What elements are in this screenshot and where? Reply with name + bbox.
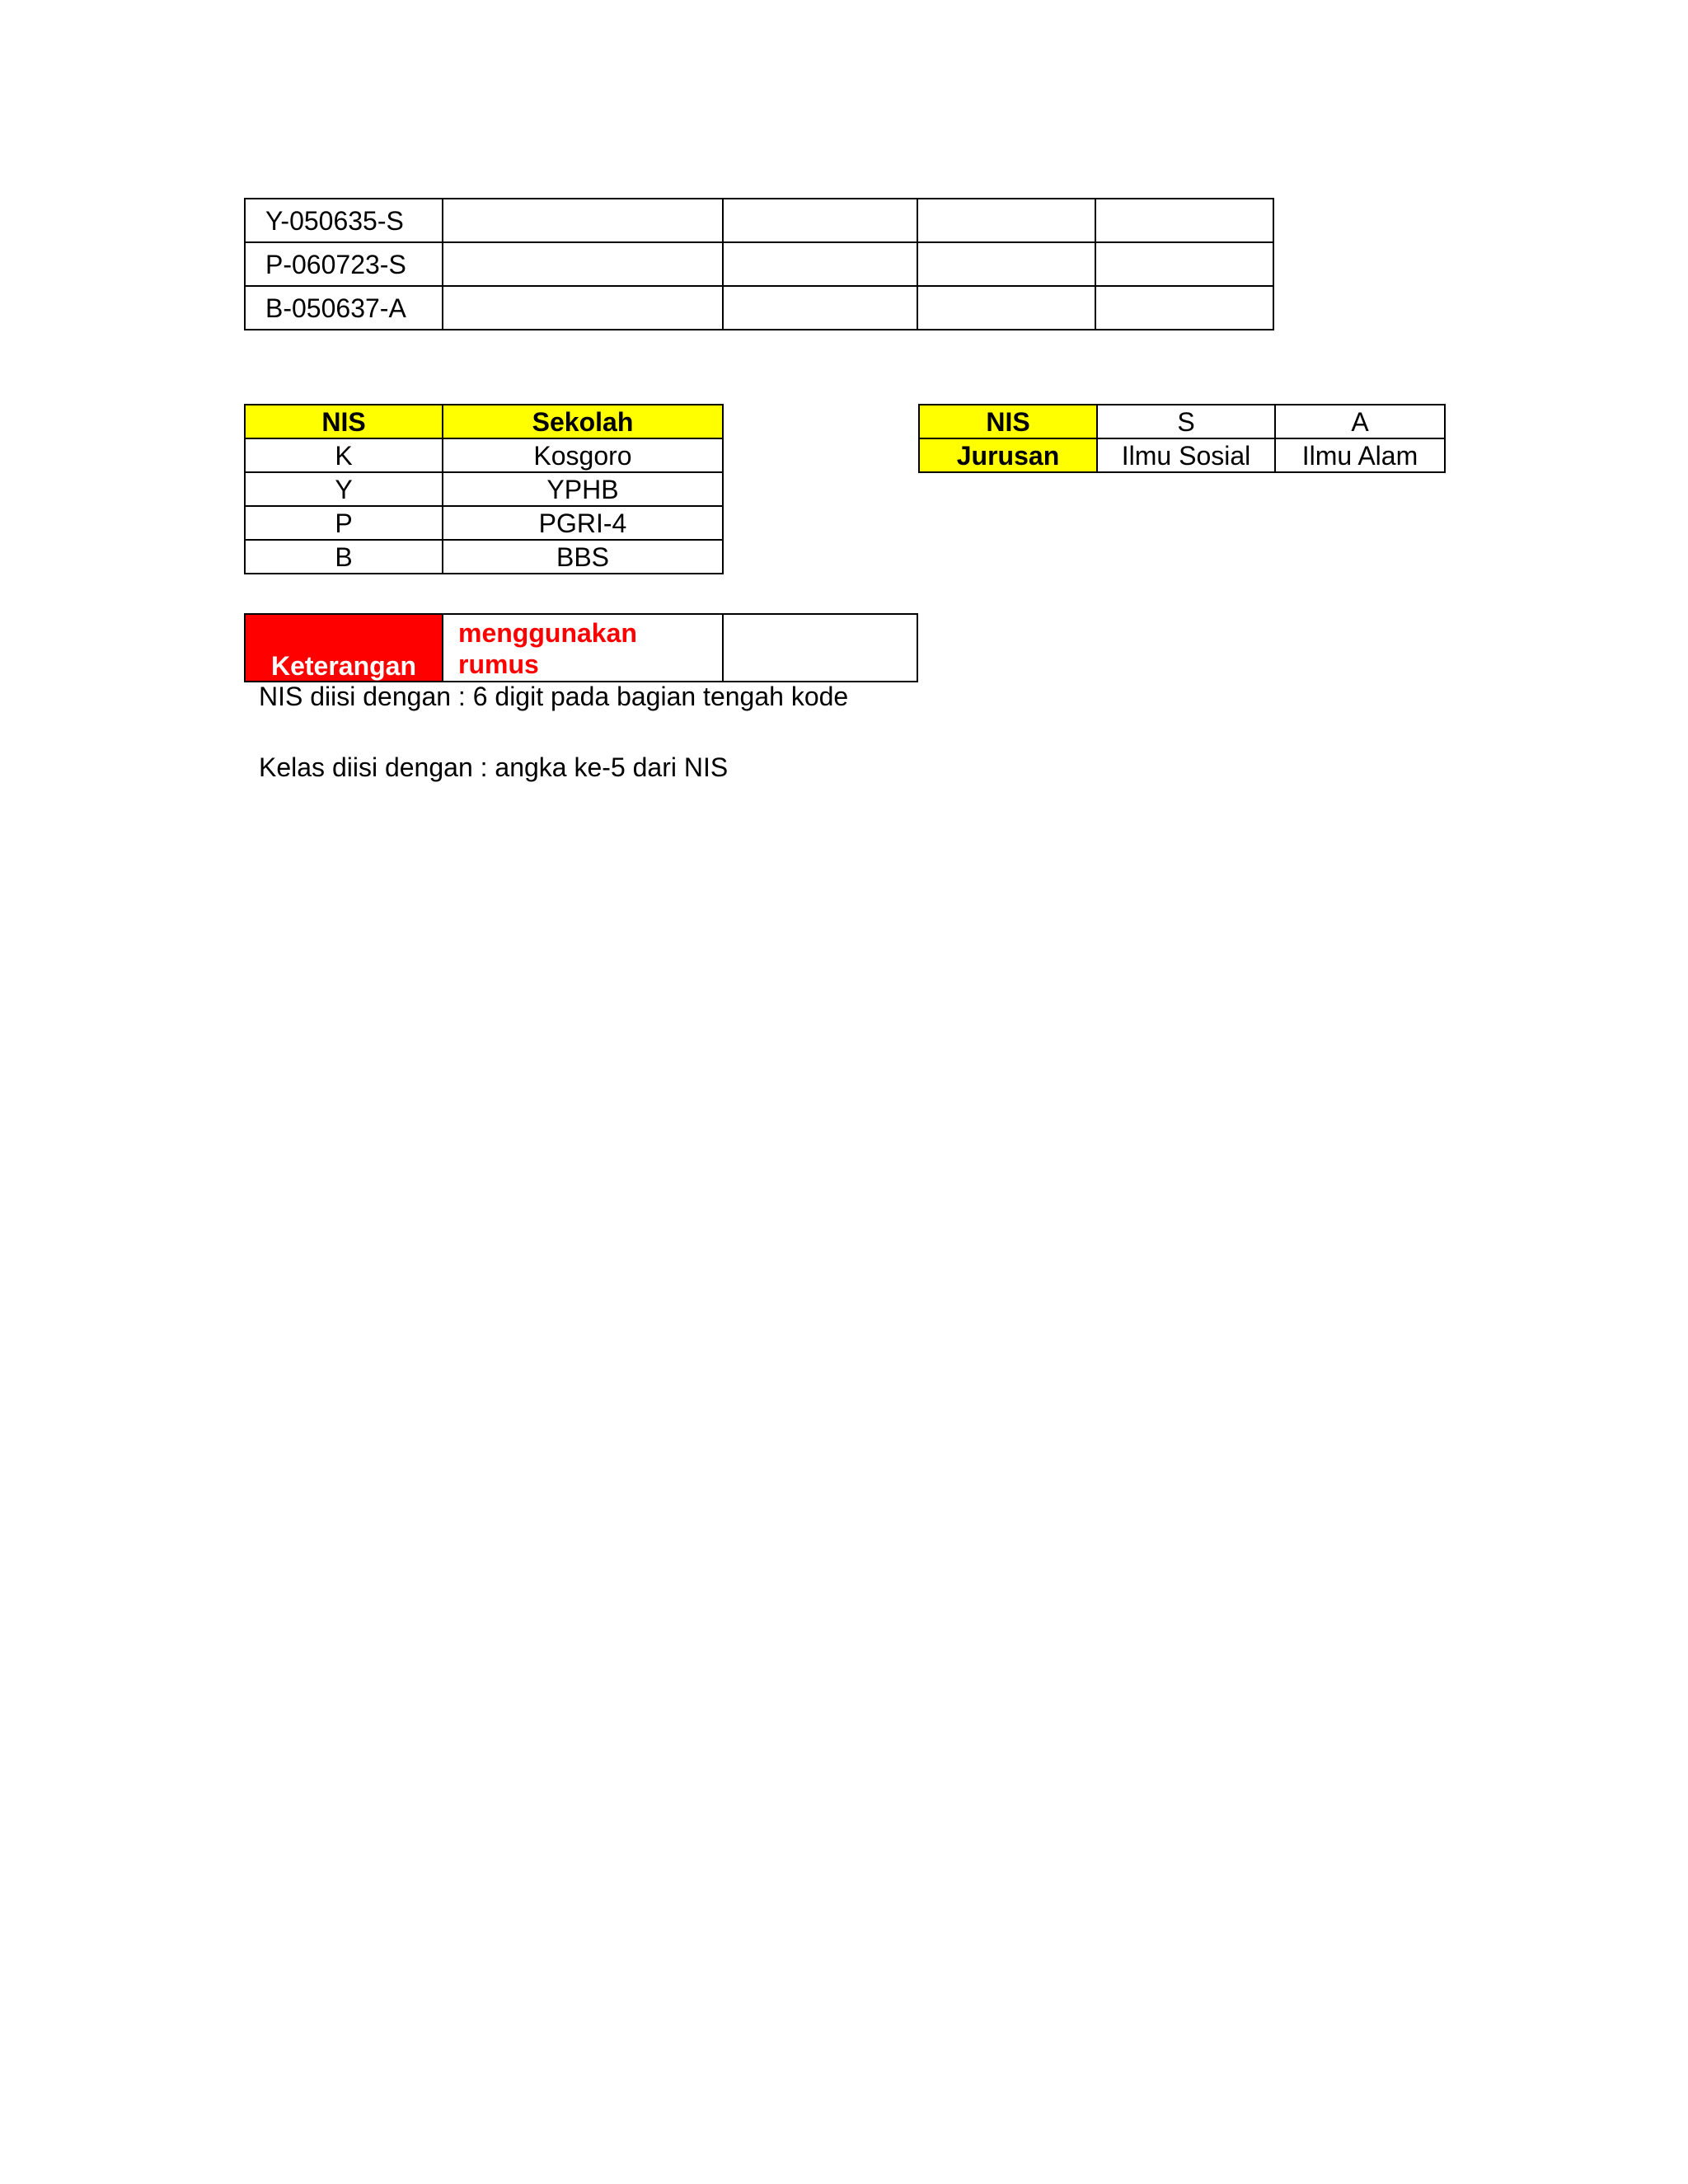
- empty-cell[interactable]: [917, 286, 1095, 330]
- empty-cell[interactable]: [917, 242, 1095, 286]
- sekolah-table: [244, 404, 724, 574]
- jurusan-table: [918, 404, 1446, 473]
- empty-cell[interactable]: [443, 199, 723, 242]
- table-row: [245, 438, 723, 472]
- empty-cell[interactable]: [443, 286, 723, 330]
- empty-cell[interactable]: [443, 242, 723, 286]
- kelas-note: Kelas diisi dengan : angka ke-5 dari NIS: [259, 752, 729, 782]
- empty-cell[interactable]: [723, 199, 917, 242]
- empty-cell[interactable]: [723, 614, 917, 682]
- sekolah-header[interactable]: Sekolah: [443, 405, 723, 438]
- table-row: [245, 472, 723, 506]
- nis-label-cell[interactable]: NIS: [919, 405, 1097, 438]
- keterangan-value[interactable]: menggunakan rumus: [443, 614, 723, 682]
- empty-cell[interactable]: [1095, 199, 1273, 242]
- nis-cell[interactable]: P: [245, 506, 443, 540]
- code-cell[interactable]: B-050637-A: [245, 286, 443, 330]
- jurusan-label-cell[interactable]: Jurusan: [919, 438, 1097, 472]
- nis-note: NIS diisi dengan : 6 digit pada bagian tengah kode: [259, 682, 849, 711]
- nis-cell[interactable]: B: [245, 540, 443, 574]
- table-row: [245, 614, 917, 682]
- table-row: [245, 506, 723, 540]
- keterangan-label[interactable]: Keterangan: [245, 614, 443, 682]
- table-row: [245, 242, 1273, 286]
- sekolah-cell[interactable]: BBS: [443, 540, 723, 574]
- empty-cell[interactable]: [723, 242, 917, 286]
- table-row: [245, 199, 1273, 242]
- empty-cell[interactable]: [1095, 242, 1273, 286]
- nis-header[interactable]: NIS: [245, 405, 443, 438]
- table-row: [245, 540, 723, 574]
- empty-cell[interactable]: [917, 199, 1095, 242]
- code-cell[interactable]: Y-050635-S: [245, 199, 443, 242]
- keterangan-table: [244, 613, 918, 682]
- nis-code-cell[interactable]: S: [1097, 405, 1275, 438]
- table-header-row: [245, 405, 723, 438]
- jurusan-cell[interactable]: Ilmu Sosial: [1097, 438, 1275, 472]
- jurusan-cell[interactable]: Ilmu Alam: [1275, 438, 1445, 472]
- table-row: [245, 286, 1273, 330]
- empty-cell[interactable]: [1095, 286, 1273, 330]
- nis-code-cell[interactable]: A: [1275, 405, 1445, 438]
- sekolah-cell[interactable]: Kosgoro: [443, 438, 723, 472]
- table-row: [919, 405, 1445, 438]
- nis-cell[interactable]: Y: [245, 472, 443, 506]
- code-cell[interactable]: P-060723-S: [245, 242, 443, 286]
- nis-cell[interactable]: K: [245, 438, 443, 472]
- empty-cell[interactable]: [723, 286, 917, 330]
- table-row: [919, 438, 1445, 472]
- codes-table: [244, 198, 1274, 330]
- sekolah-cell[interactable]: PGRI-4: [443, 506, 723, 540]
- sekolah-cell[interactable]: YPHB: [443, 472, 723, 506]
